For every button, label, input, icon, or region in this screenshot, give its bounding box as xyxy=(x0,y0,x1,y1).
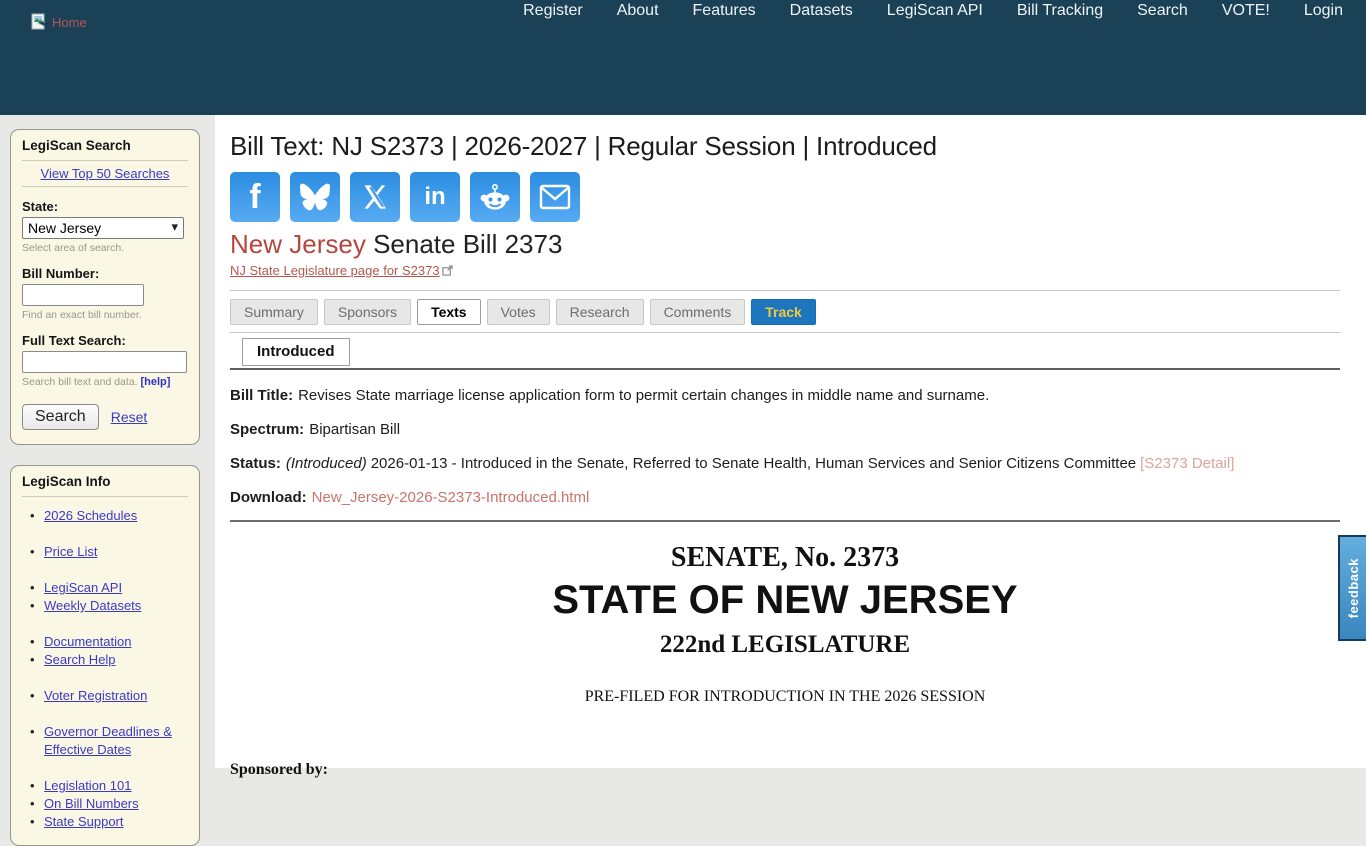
info-link-on-bill-numbers[interactable]: On Bill Numbers xyxy=(44,796,139,811)
reset-link[interactable]: Reset xyxy=(110,409,148,425)
tab-summary[interactable]: Summary xyxy=(230,299,318,325)
info-link-weekly-datasets[interactable]: Weekly Datasets xyxy=(44,598,142,613)
x-icon xyxy=(361,183,389,211)
nav-search[interactable]: Search xyxy=(1137,2,1188,19)
list-item xyxy=(22,723,188,759)
home-link[interactable] xyxy=(30,13,87,31)
bill-number-help-text: Find an exact bill number. xyxy=(22,309,142,321)
info-link-voter-registration[interactable]: Voter Registration xyxy=(44,688,148,703)
divider xyxy=(230,290,1340,291)
doc-sponsored-by: Sponsored by: xyxy=(230,761,328,778)
help-link[interactable]: [help] xyxy=(140,376,171,388)
list-item xyxy=(22,777,188,795)
status-stage: (Introduced) xyxy=(285,455,367,472)
bill-tabs xyxy=(230,299,1340,325)
share-reddit-button[interactable] xyxy=(470,172,520,222)
list-item xyxy=(22,795,188,813)
nav-login[interactable]: Login xyxy=(1303,2,1343,19)
feedback-tab[interactable] xyxy=(1338,535,1366,641)
search-button[interactable]: Search xyxy=(22,404,99,430)
fulltext-label: Full Text Search: xyxy=(22,333,126,348)
tab-comments[interactable]: Comments xyxy=(650,299,746,325)
main-nav xyxy=(523,2,1343,20)
fulltext-help-caption: Search bill text and data. xyxy=(22,376,138,388)
doc-state-title: STATE OF NEW JERSEY xyxy=(552,578,1018,622)
info-link-documentation[interactable]: Documentation xyxy=(44,634,132,649)
broken-image-icon xyxy=(30,13,50,31)
state-label: State: xyxy=(22,199,59,214)
subtab-introduced[interactable]: Introduced xyxy=(242,338,350,366)
nav-about[interactable]: About xyxy=(616,2,659,19)
divider xyxy=(22,186,188,187)
doc-senate-number: SENATE, No. 2373 xyxy=(670,542,900,573)
nav-legiscan-api[interactable]: LegiScan API xyxy=(886,2,983,19)
list-item xyxy=(22,543,188,561)
nav-register[interactable]: Register xyxy=(523,2,583,19)
list-item xyxy=(22,687,188,705)
list-item xyxy=(22,507,188,525)
feedback-tab-label: feedback xyxy=(1345,557,1361,619)
info-link-legiscan-api[interactable]: LegiScan API xyxy=(44,580,123,595)
info-link-search-help[interactable]: Search Help xyxy=(44,652,116,667)
reddit-icon xyxy=(477,180,513,214)
search-button-row xyxy=(22,404,188,430)
sidebar xyxy=(0,115,215,829)
bluesky-icon xyxy=(299,182,331,212)
share-facebook-button[interactable] xyxy=(230,172,280,222)
list-item xyxy=(22,813,188,831)
share-x-button[interactable] xyxy=(350,172,400,222)
fulltext-help-text xyxy=(22,376,188,388)
divider xyxy=(230,332,1340,333)
state-legislature-link[interactable] xyxy=(230,263,453,278)
spectrum-label: Spectrum: xyxy=(230,421,305,438)
share-linkedin-button[interactable] xyxy=(410,172,460,222)
divider xyxy=(22,496,188,497)
tab-research[interactable]: Research xyxy=(556,299,644,325)
bill-document-preview xyxy=(230,520,1340,779)
fulltext-input[interactable] xyxy=(22,351,187,373)
bill-number-input[interactable] xyxy=(22,284,144,306)
download-label: Download: xyxy=(230,489,307,506)
download-link[interactable]: New_Jersey-2026-S2373-Introduced.html xyxy=(311,489,590,506)
search-box-title: LegiScan Search xyxy=(22,138,131,153)
text-version-tabs xyxy=(230,338,1340,370)
doc-prefiled-note: PRE-FILED FOR INTRODUCTION IN THE 2026 SESSION xyxy=(584,688,986,705)
top-header xyxy=(0,0,1366,115)
info-link-price-list[interactable]: Price List xyxy=(44,544,98,559)
list-item xyxy=(22,579,188,597)
state-legislature-link-label: NJ State Legislature page for S2373 xyxy=(230,263,440,278)
page-title: Bill Text: NJ S2373 | 2026-2027 | Regular Session | Introduced xyxy=(230,131,937,161)
spectrum-value: Bipartisan Bill xyxy=(309,421,401,438)
divider xyxy=(22,160,188,161)
list-item xyxy=(22,651,188,669)
list-item xyxy=(22,633,188,651)
bill-title-row xyxy=(230,387,1340,404)
status-label: Status: xyxy=(230,455,281,472)
linkedin-icon: in xyxy=(424,183,446,210)
info-box-title: LegiScan Info xyxy=(22,474,111,489)
spectrum-row xyxy=(230,421,1340,438)
legiscan-search-box xyxy=(10,129,200,445)
tab-votes[interactable]: Votes xyxy=(487,299,550,325)
bill-title-label: Bill Title: xyxy=(230,387,294,404)
info-link-governor-deadlines[interactable]: Governor Deadlines & Effective Dates xyxy=(44,724,172,757)
tab-texts[interactable]: Texts xyxy=(417,299,481,325)
email-icon xyxy=(539,184,571,210)
nav-bill-tracking[interactable]: Bill Tracking xyxy=(1016,2,1104,19)
external-link-icon xyxy=(442,265,453,276)
nav-datasets[interactable]: Datasets xyxy=(789,2,853,19)
top-50-searches-link[interactable]: View Top 50 Searches xyxy=(40,166,170,181)
state-select-wrap xyxy=(22,217,184,239)
nav-vote[interactable]: VOTE! xyxy=(1221,2,1270,19)
bill-detail-link[interactable]: [S2373 Detail] xyxy=(1140,455,1235,472)
share-row xyxy=(230,172,1340,222)
main-content xyxy=(215,115,1366,778)
nav-features[interactable]: Features xyxy=(692,2,756,19)
status-text: 2026-01-13 - Introduced in the Senate, Referred to Senate Health, Human Services and Senior Citizens Committee xyxy=(370,455,1137,472)
doc-legislature: 222nd LEGISLATURE xyxy=(659,631,911,658)
home-link-label: Home xyxy=(52,14,87,30)
state-link[interactable]: New Jersey xyxy=(230,229,366,259)
bill-heading xyxy=(230,229,1340,260)
info-link-state-support[interactable]: State Support xyxy=(44,814,124,829)
info-link-legislation-101[interactable]: Legislation 101 xyxy=(44,778,132,793)
tab-sponsors[interactable]: Sponsors xyxy=(324,299,411,325)
state-help-text: Select area of search. xyxy=(22,242,125,254)
bill-title-value: Revises State marriage license application form to permit certain changes in middle name and surname. xyxy=(298,387,990,404)
bill-number-label: Bill Number: xyxy=(22,266,100,281)
status-row xyxy=(230,455,1340,472)
bill-heading-rest: Senate Bill 2373 xyxy=(373,229,563,259)
list-item xyxy=(22,597,188,615)
tab-track[interactable]: Track xyxy=(751,299,816,325)
info-link-schedules[interactable]: 2026 Schedules xyxy=(44,508,138,523)
state-select[interactable] xyxy=(22,217,184,239)
facebook-icon: f xyxy=(249,177,261,216)
share-bluesky-button[interactable] xyxy=(290,172,340,222)
info-links-list xyxy=(22,507,188,831)
legiscan-info-box xyxy=(10,465,200,846)
share-email-button[interactable] xyxy=(530,172,580,222)
download-row xyxy=(230,489,1340,506)
